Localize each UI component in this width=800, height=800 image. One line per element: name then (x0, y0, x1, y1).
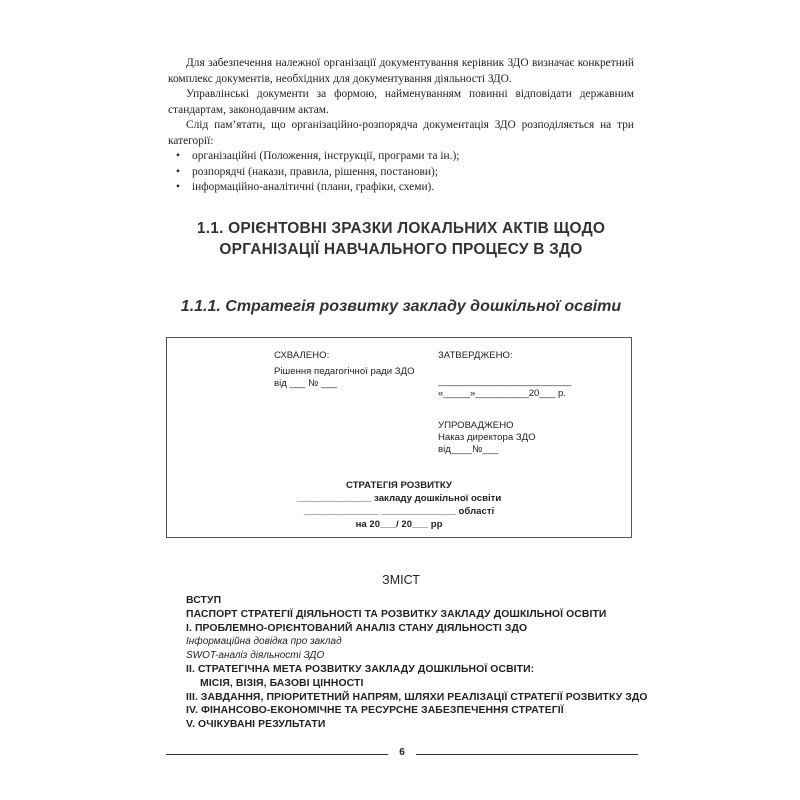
toc-item: V. ОЧІКУВАНІ РЕЗУЛЬТАТИ (186, 719, 326, 731)
strategy-title-page-form (166, 337, 632, 538)
approved-date-number: від ___ № ___ (274, 378, 338, 389)
intro-paragraph: Для забезпечення належної організації документування керівник ЗДО визначає конкретний комплекс документів, необхідних для документування діяльності ЗДО. (168, 57, 634, 85)
section-heading-line: 1.1. ОРІЄНТОВНІ ЗРАЗКИ ЛОКАЛЬНИХ АКТІВ ЩОДО (196, 220, 606, 237)
toc-item: ІІІ. ЗАВДАННЯ, ПРІОРИТЕТНИЙ НАПРЯМ, ШЛЯХИ РЕАЛІЗАЦІЇ СТРАТЕГІЇ РОЗВИТКУ ЗДО (186, 691, 648, 703)
intro-text (168, 56, 634, 196)
intro-paragraph: Слід пам’ятати, що організаційно-розпорядча документація ЗДО розподіляється на три категорії: (168, 119, 634, 147)
toc-item: ПАСПОРТ СТРАТЕГІЇ ДІЯЛЬНОСТІ ТА РОЗВИТКУ ЗАКЛАДУ ДОШКІЛЬНОЇ ОСВІТИ (186, 608, 607, 620)
strategy-region-line: ______________ ______________ області (303, 506, 495, 517)
bullet-icon: • (176, 181, 180, 193)
page-number: 6 (399, 747, 405, 758)
toc-item: ВСТУП (186, 595, 222, 606)
approved-decision-text: Рішення педагогічної ради ЗДО (274, 366, 415, 377)
strategy-title: СТРАТЕГІЯ РОЗВИТКУ (346, 480, 452, 491)
toc-title: ЗМІСТ (382, 573, 420, 587)
implemented-order-text: Наказ директора ЗДО (438, 432, 536, 443)
toc-subitem: Інформаційна довідка про заклад (186, 636, 342, 648)
confirmed-date-line: «_____»__________20___ р. (438, 388, 567, 399)
list-item: • інформаційно-аналітичні (плани, графіки, схеми). (176, 180, 634, 196)
approved-label: СХВАЛЕНО: (274, 350, 330, 361)
footer-divider (416, 754, 638, 755)
implemented-date-number: від____№___ (438, 444, 499, 455)
toc-item: IV. ФІНАНСОВО-ЕКОНОМІЧНЕ ТА РЕСУРСНЕ ЗАБЕЗПЕЧЕННЯ СТРАТЕГІЇ (186, 705, 564, 717)
footer-divider (166, 754, 388, 755)
toc-item: МІСІЯ, ВІЗІЯ, БАЗОВІ ЦІННОСТІ (200, 677, 364, 689)
list-item: • організаційні (Положення, інструкції, програми та ін.); (176, 149, 634, 165)
list-item: • розпорядчі (накази, правила, рішення, постанови); (176, 165, 634, 181)
confirmed-label: ЗАТВЕРДЖЕНО: (438, 350, 513, 361)
subsection-heading: 1.1.1. Стратегія розвитку закладу дошкільної освіти (180, 298, 622, 315)
table-of-contents (186, 594, 648, 732)
bullet-icon: • (176, 150, 180, 162)
toc-subitem: SWOT-аналіз діяльності ЗДО (186, 650, 325, 662)
strategy-period-line: на 20___/ 20___ рр (355, 519, 443, 530)
toc-item: І. ПРОБЛЕМНО-ОРІЄНТОВАНИЙ АНАЛІЗ СТАНУ ДІЯЛЬНОСТІ ЗДО (186, 622, 528, 634)
implemented-label: УПРОВАДЖЕНО (438, 420, 514, 431)
intro-paragraph: Управлінські документи за формою, найменуванням повинні відповідати державним стандартам, законодавчим актам. (168, 88, 634, 116)
category-list (168, 149, 634, 196)
strategy-institution-line: ______________ закладу дошкільної освіти (296, 493, 502, 504)
section-heading (168, 218, 634, 260)
section-heading-line: ОРГАНІЗАЦІЇ НАВЧАЛЬНОГО ПРОЦЕСУ В ЗДО (219, 241, 583, 258)
toc-item: ІІ. СТРАТЕГІЧНА МЕТА РОЗВИТКУ ЗАКЛАДУ ДОШКІЛЬНОЇ ОСВІТИ: (186, 663, 535, 675)
confirmed-signature-line: _________________________ (438, 376, 572, 387)
bullet-icon: • (176, 165, 180, 178)
